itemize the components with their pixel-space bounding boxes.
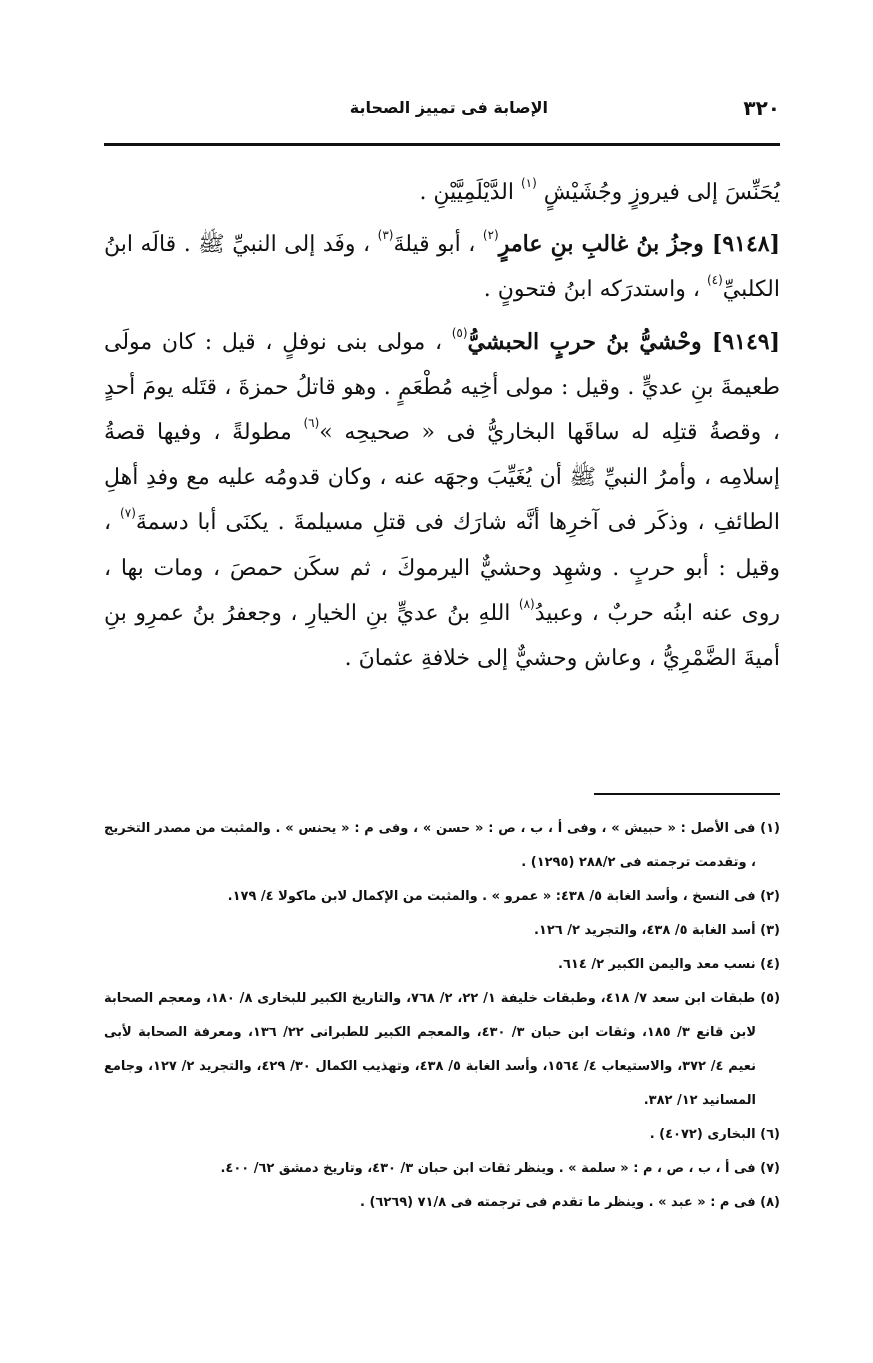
continuation-paragraph: [104, 170, 780, 215]
footnote-3: (٣) أسد الغابة ٥/ ٤٣٨، والتجريد ٢/ ١٢٦.: [533, 923, 780, 938]
paragraph-text: مطولةً ، وفيها قصةُ إسلامِه ، وأمرُ النبيِّ ﷺ أن يُغَيِّبَ وجهَه عنه ، وكان قدومُه عليه مع وفدِ أهلِ الطائفِ ، وذكَر فى آخرِها أنَّه شارَك فى قتلِ مسيلمةَ . يكنَى أبا دسمةَ: [104, 420, 780, 536]
footnote-4: (٤) نسب معد واليمن الكبير ٢/ ٦١٤.: [558, 957, 780, 972]
entry-9149: [104, 320, 780, 682]
entry-heading: [٩١٤٨] وجزُ بنُ غالبِ بنِ عامرٍ: [498, 231, 780, 258]
footnote-ref: (٢): [482, 228, 499, 243]
paragraph-text: يُحَنِّسَ إلى فيروزٍ وجُشَيْشٍ: [543, 180, 780, 205]
footnote-ref: (٣): [377, 228, 394, 243]
footnotes: [104, 812, 780, 1220]
footnote-ref: (٧): [120, 506, 136, 521]
entry-heading: [٩١٤٩] وحْشيُّ بنُ حربٍ الحبشيُّ: [467, 328, 781, 355]
paragraph-text: ، وفَد إلى النبيِّ ﷺ . قالَه ابنُ الكلبيِّ: [104, 232, 780, 303]
footnote-ref: (٥): [451, 325, 468, 340]
footnote-ref: (٤): [706, 273, 723, 288]
paragraph-text: ، مولى بنى نوفلٍ ، قيل : كان مولَى طعيمةَ بنِ عديٍّ . وقيل : مولى أخِيه مُطْعَمٍ . وهو قاتلُ حمزةَ ، قتَله يومَ أحدٍ ، وقصةُ قتلِه له ساقَها البخاريُّ فى « صحيحِه »: [104, 329, 780, 446]
paragraph-text: الدَّيْلَمِيَّيْنِ .: [419, 180, 514, 205]
running-head: [104, 96, 780, 130]
book-title: الإصابة فى تمييز الصحابة: [349, 98, 548, 117]
footnote-ref: (٨): [518, 596, 535, 611]
page-number: ٣٢٠: [743, 96, 780, 120]
paragraph-text: اللهِ بنُ عديٍّ بنِ الخيارِ ، وجعفرُ بنُ عمرِو بنِ أميةَ الضَّمْرِيُّ ، وعاش وحشيٌّ إلى خلافةِ عثمانَ .: [104, 600, 780, 672]
paragraph-text: ، أبو قيلةَ: [393, 232, 476, 258]
footnote-ref: (٦): [303, 416, 320, 431]
main-text: [104, 170, 780, 688]
footnote-separator: [594, 793, 780, 795]
footnote-6: (٦) البخارى (٤٠٧٢) .: [649, 1127, 780, 1142]
header-rule: [104, 143, 780, 146]
footnote-ref: (١): [520, 176, 537, 190]
entry-9148: [104, 222, 780, 312]
footnote-5: (٥) طبقات ابن سعد ٧/ ٤١٨، وطبقات خليفة ١/ ٢٢، ٢/ ٧٦٨، والتاريخ الكبير للبخارى ٨/ ١٨٠، ومعجم الصحابة لابن قانع ٣/ ١٨٥، وثقات ابن حبان ٣/ ٤٣٠، والمعجم الكبير للطبرانى ٢٢/ ١٣٦، ومعرفة الصحابة لأبى نعيم ٤/ ٣٧٢، والاستيعاب ٤/ ١٥٦٤، وأسد الغابة ٥/ ٤٣٨، وتهذيب الكمال ٣٠/ ٤٢٩، والتجريد ٢/ ١٢٧، وجامع المسانيد ١٢/ ٣٨٢.: [104, 991, 781, 1108]
footnote-8: (٨) فى م : « عبد » . وينظر ما تقدم فى ترجمته فى ٧١/٨ (٦٢٦٩) .: [360, 1195, 780, 1210]
footnote-1: (١) فى الأصل : « حبيش » ، وفى أ ، ب ، ص : « حسن » ، وفى م : « يحنس » . والمثبت من مصدر التخريج ، وتقدمت ترجمته فى ٢٨٨/٢ (١٢٩٥) .: [104, 821, 780, 870]
paragraph-text: ، واستدرَكه ابنُ فتحونٍ .: [483, 277, 700, 303]
footnote-2: (٢) فى النسخ ، وأسد الغابة ٥/ ٤٣٨: « عمرو » . والمثبت من الإكمال لابن ماكولا ٤/ ١٧٩.: [227, 889, 780, 904]
footnote-7: (٧) فى أ ، ب ، ص ، م : « سلمة » . وينظر ثقات ابن حبان ٣/ ٤٣٠، وتاريخ دمشق ٦٢/ ٤٠٠.: [220, 1161, 780, 1176]
paragraph-text: ، وقيل : أبو حربٍ . وشهِد وحشيٌّ اليرموكَ ، ثم سكَن حمصَ ، ومات بها ، روى عنه ابنُه حربٌ ، وعبيدُ: [104, 510, 780, 626]
